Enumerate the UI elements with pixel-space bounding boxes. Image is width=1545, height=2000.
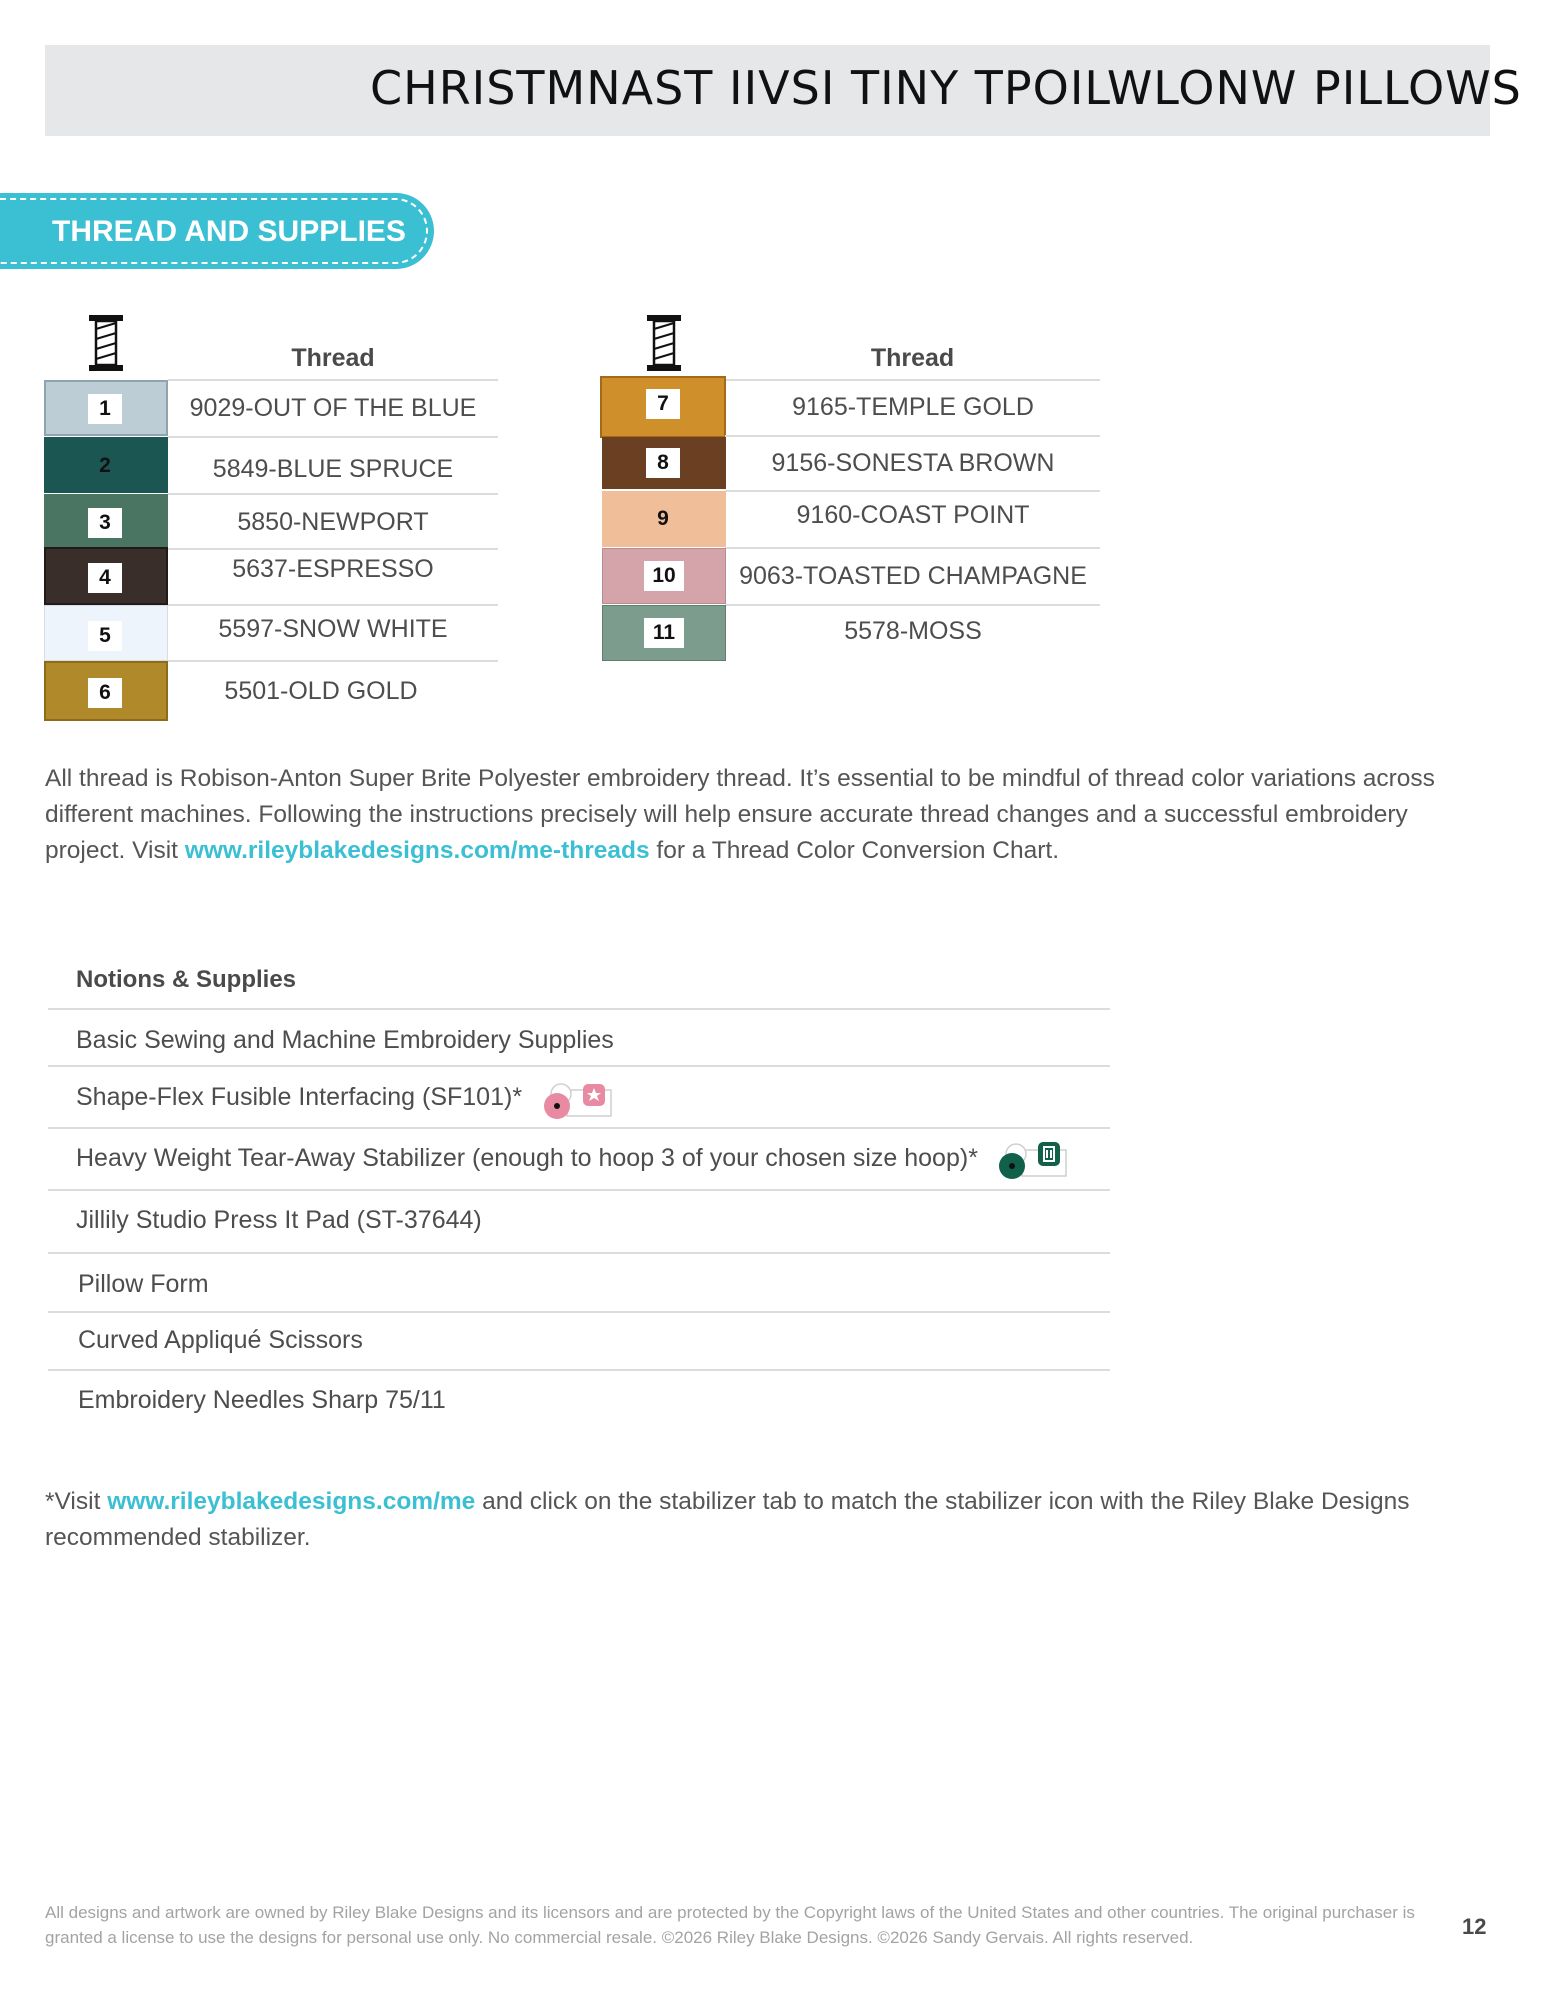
- notion-item: Pillow Form: [78, 1270, 209, 1298]
- notion-item: Heavy Weight Tear-Away Stabilizer (enough to hoop 3 of your chosen size hoop)*: [76, 1144, 978, 1172]
- thread-row: [44, 437, 498, 493]
- thread-number: 6: [88, 678, 122, 708]
- copyright-footer: All designs and artwork are owned by Riley Blake Designs and its licensors and are protected by the Copyright laws of the United States and other countries. The original purchaser is granted a license to use the designs for personal use only. No commercial resale. ©2026 Riley Blake Designs. ©2026 Sandy Gervais. All rights reserved.: [45, 1903, 1415, 1947]
- thread-number: 5: [88, 621, 122, 651]
- notion-item: Shape-Flex Fusible Interfacing (SF101)*: [76, 1083, 523, 1111]
- table-divider: [48, 1311, 1110, 1313]
- notion-item: Curved Appliqué Scissors: [78, 1326, 363, 1354]
- thread-column-header: Thread: [870, 344, 955, 372]
- thread-row: [44, 547, 498, 605]
- thread-name: 5850-NEWPORT: [237, 508, 429, 536]
- thread-number: 4: [88, 563, 122, 593]
- thread-number: 7: [646, 389, 680, 419]
- thread-column-header: Thread: [291, 344, 375, 372]
- thread-name: 5849-BLUE SPRUCE: [212, 455, 454, 483]
- thread-number: 11: [644, 618, 684, 648]
- stabilizer-link[interactable]: www.rileyblakedesigns.com/me: [107, 1488, 476, 1515]
- stabilizer-note-text: *Visit: [45, 1488, 108, 1515]
- table-divider: [48, 1189, 1110, 1191]
- stabilizer-note: [45, 1484, 1490, 1556]
- stabilizer-note-text: and click on the stabilizer tab to match the stabilizer icon with the Riley Blake Designs recommended stabilizer.: [45, 1488, 1410, 1551]
- page-number: 12: [1462, 1914, 1487, 1939]
- thread-name: 9156-SONESTA BROWN: [771, 449, 1055, 477]
- thread-row: [44, 380, 498, 436]
- thread-name: 9160-COAST POINT: [796, 501, 1030, 529]
- table-divider: [48, 1008, 1110, 1010]
- thread-note-text: All thread is Robison-Anton Super Brite Polyester embroidery thread. It’s essential to be mindful of thread color variations across different machines. Following the instructions precisely will help ensure accurate thread changes and a successful embroidery project. Visit: [45, 765, 1435, 864]
- thread-number: 9: [657, 507, 669, 530]
- table-divider: [48, 1252, 1110, 1254]
- interfacing-stabilizer-icon: [543, 1076, 619, 1126]
- page-title: CHRISTMNAST IIVSI TINY TPOILWLONW PILLOWS: [370, 61, 1522, 115]
- notion-item: Embroidery Needles Sharp 75/11: [78, 1386, 446, 1414]
- thread-name: 9063-TOASTED CHAMPAGNE: [739, 562, 1087, 590]
- thread-name: 5637-ESPRESSO: [232, 555, 434, 583]
- thread-row: [602, 548, 1100, 604]
- thread-row: [602, 437, 1100, 489]
- thread-name: 9029-OUT OF THE BLUE: [189, 394, 477, 422]
- thread-spool-icon: [647, 315, 681, 371]
- thread-row: [600, 376, 1100, 438]
- thread-note-text: for a Thread Color Conversion Chart.: [649, 837, 1060, 864]
- thread-note: [45, 761, 1490, 869]
- thread-number: 8: [646, 448, 680, 478]
- notion-item: Basic Sewing and Machine Embroidery Supplies: [76, 1026, 614, 1054]
- thread-row: [44, 605, 498, 661]
- thread-row: [602, 605, 1100, 661]
- thread-name: 9165-TEMPLE GOLD: [792, 393, 1034, 421]
- thread-name: 5501-OLD GOLD: [224, 677, 418, 705]
- table-divider: [48, 1065, 1110, 1067]
- notions-header: Notions & Supplies: [76, 966, 297, 993]
- thread-number: 2: [99, 454, 111, 477]
- notion-item: Jillily Studio Press It Pad (ST-37644): [76, 1206, 482, 1234]
- thread-number: 10: [644, 561, 684, 591]
- thread-name: 5578-MOSS: [844, 617, 982, 645]
- thread-name: 5597-SNOW WHITE: [218, 615, 448, 643]
- thread-spool-icon: [89, 315, 123, 371]
- thread-chart-link[interactable]: www.rileyblakedesigns.com/me-threads: [184, 837, 650, 864]
- tear-away-stabilizer-icon: [998, 1136, 1074, 1186]
- thread-row: [44, 661, 498, 721]
- thread-number: 1: [88, 394, 122, 424]
- thread-row: [602, 491, 1100, 547]
- table-divider: [48, 1369, 1110, 1371]
- thread-number: 3: [88, 508, 122, 538]
- table-divider: [48, 1127, 1110, 1129]
- section-title: THREAD AND SUPPLIES: [52, 215, 406, 248]
